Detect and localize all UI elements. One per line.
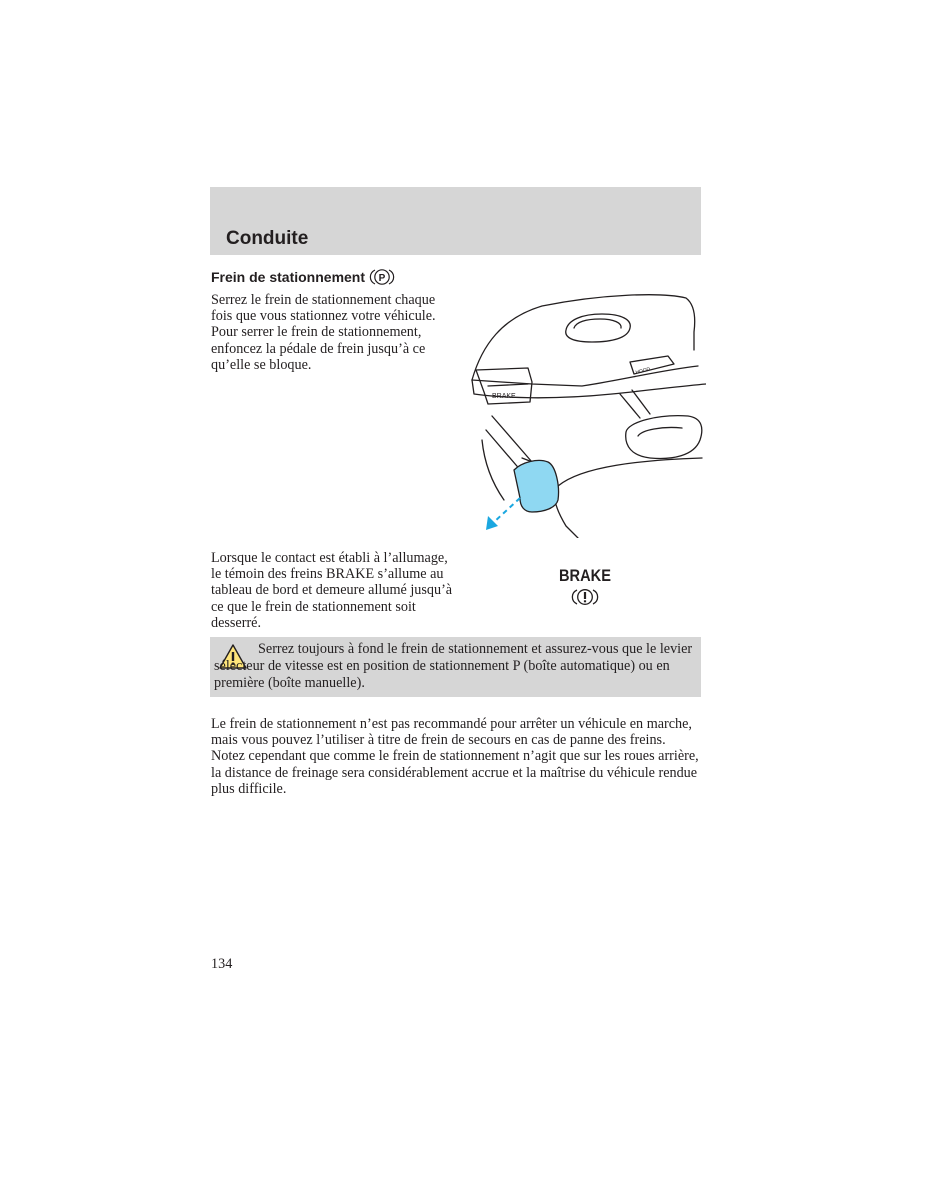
paragraph-apply-brake: Serrez le frein de stationnement chaque fois que vous stationnez votre véhicule. Pour serrer le frein de stationnement, enfoncez la pédale de frein jusqu’à ce qu’elle se bloque. <box>211 292 436 373</box>
hood-release-label: HOOD <box>635 366 652 376</box>
steering-column <box>626 416 702 459</box>
parking-brake-p-icon <box>369 267 395 287</box>
parking-brake-illustration <box>462 290 706 538</box>
page-number: 134 <box>211 956 233 972</box>
brake-warning-lamp <box>550 566 620 607</box>
brake-release-label: BRAKE <box>492 393 516 400</box>
push-direction-arrow <box>494 498 520 522</box>
warning-text: Serrez toujours à fond le frein de stationnement et assurez-vous que le levier sélecteur de vitesse est en position de stationnement P (boîte automatique) ou en première (boîte manuelle). <box>214 641 693 691</box>
section-header <box>210 187 701 255</box>
parking-brake-pedal <box>514 460 559 512</box>
brake-warning-icon <box>571 587 599 607</box>
paragraph-emergency-use: Le frein de stationnement n’est pas recommandé pour arrêter un véhicule en marche, mais vous pouvez l’utiliser à titre de frein de secours en cas de panne des freins. Notez cependant que comme le frein de stationnement n’agit que sur les roues arrière, la distance de freinage sera considérablement accrue et la maîtrise du véhicule rendue plus difficile. <box>211 716 699 797</box>
svg-text:P: P <box>378 273 386 284</box>
subheading-text: Frein de stationnement <box>211 269 366 285</box>
brake-lamp-label: BRAKE <box>558 566 611 585</box>
subheading-parking-brake <box>211 267 395 287</box>
section-title: Conduite <box>226 228 309 249</box>
paragraph-brake-warning-light: Lorsque le contact est établi à l’allumage, le témoin des freins BRAKE s’allume au tableau de bord et demeure allumé jusqu’à ce que le frein de stationnement soit desserré. <box>211 550 453 631</box>
warning-box <box>210 637 701 697</box>
